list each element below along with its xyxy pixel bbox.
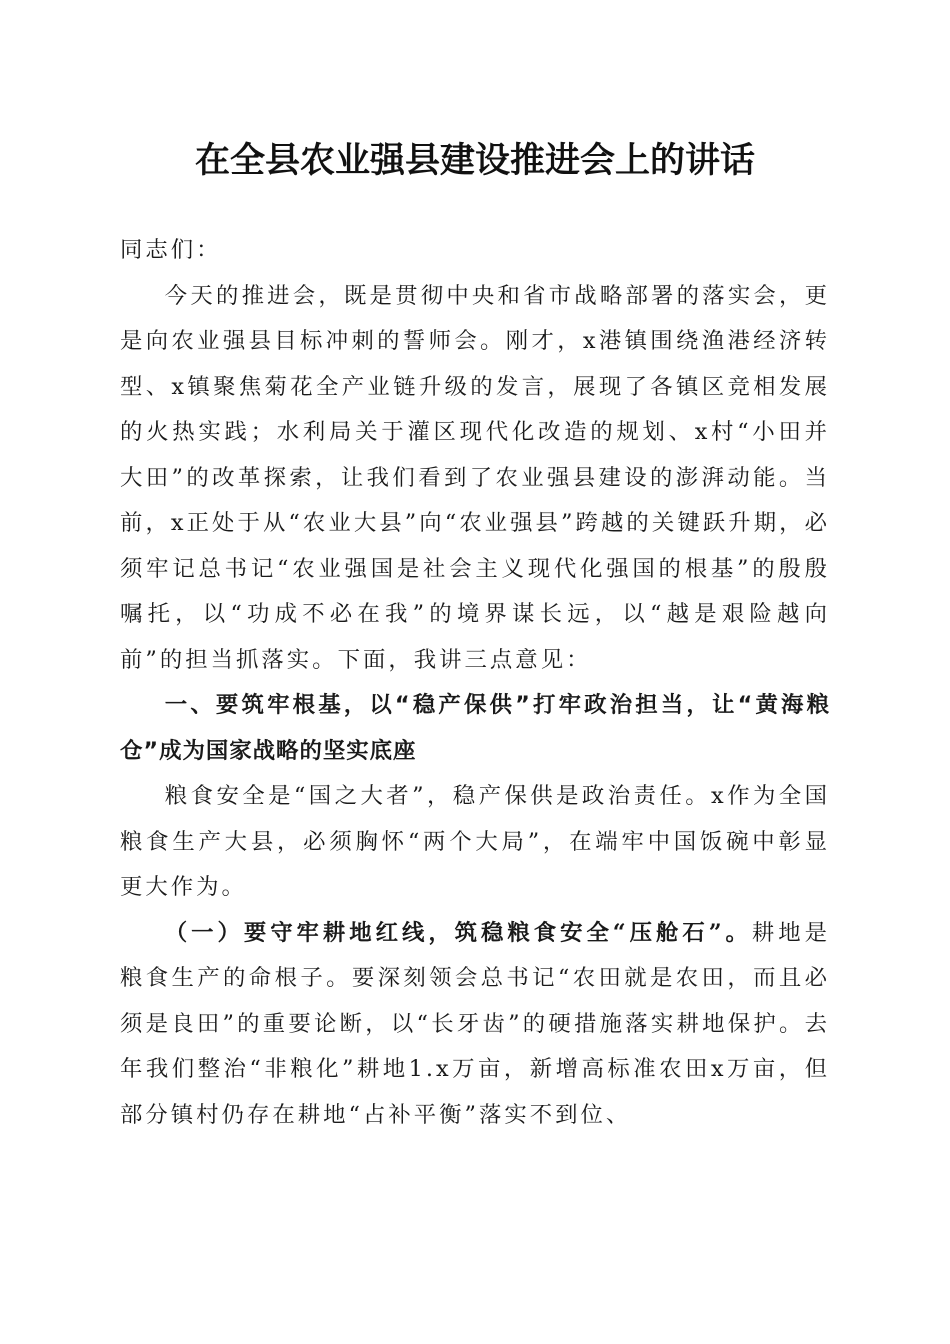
section-1-intro-paragraph: 粮食安全是“国之大者”，稳产保供是政治责任。x作为全国粮食生产大县，必须胸怀“两个大局”，在端牢中国饭碗中彰显更大作为。 xyxy=(120,783,830,900)
section-1-heading: 一、要筑牢根基，以“稳产保供”打牢政治担当，让“黄海粮仓”成为国家战略的坚实底座 xyxy=(120,692,830,764)
intro-paragraph: 今天的推进会，既是贯彻中央和省市战略部署的落实会，更是向农业强县目标冲刺的誓师会。刚才，x港镇围绕渔港经济转型、x镇聚焦菊花全产业链升级的发言，展现了各镇区竞相发展的火热实践；水利局关于灌区现代化改造的规划、x村“小田并大田”的改革探索，让我们看到了农业强县建设的澎湃动能。当前，x正处于从“农业大县”向“农业强县”跨越的关键跃升期，必须牢记总书记“农业强国是社会主义现代化强国的根基”的殷殷嘱托，以“功成不必在我”的境界谋长远，以“越是艰险越向前”的担当抓落实。下面，我讲三点意见： xyxy=(120,282,830,673)
document-title: 在全县农业强县建设推进会上的讲话 xyxy=(194,140,755,181)
salutation: 同志们： xyxy=(120,237,222,263)
subsection-1-paragraph xyxy=(120,911,830,1139)
document-body xyxy=(120,228,830,1138)
subsection-1-body: 耕地是粮食生产的命根子。要深刻领会总书记“农田就是农田，而且必须是良田”的重要论断，以“长牙齿”的硬措施落实耕地保护。去年我们整治“非粮化”耕地1.x万亩，新增高标准农田x万亩，但部分镇村仍存在耕地“占补平衡”落实不到位、 xyxy=(120,919,831,1128)
subsection-1-heading: （一）要守牢耕地红线，筑稳粮食安全“压舱石”。 xyxy=(164,919,752,946)
